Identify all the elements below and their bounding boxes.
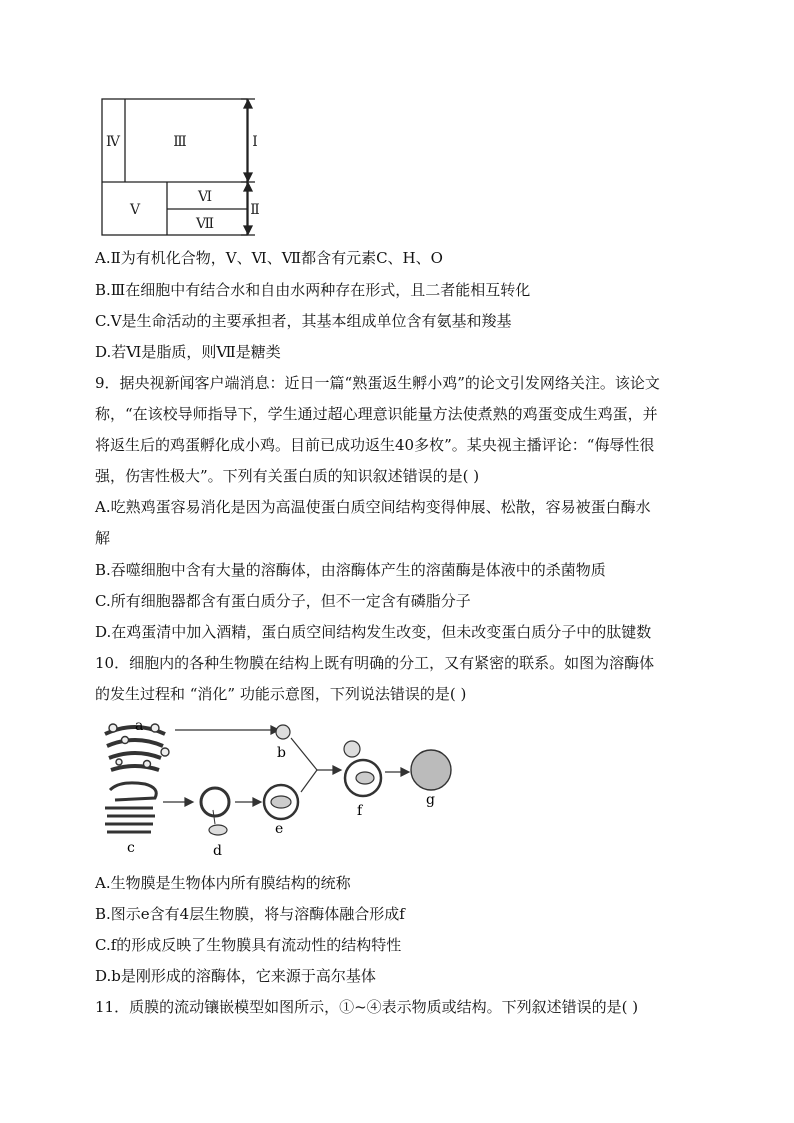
label-g: g bbox=[426, 792, 435, 808]
label-V: Ⅴ bbox=[129, 202, 141, 218]
q9-stem-line: 强，伤害性极大”。下列有关蛋白质的知识叙述错误的是( ) bbox=[95, 467, 480, 485]
label-VII: Ⅶ bbox=[195, 216, 215, 232]
phagophore-d bbox=[201, 788, 229, 835]
composition-box-diagram bbox=[95, 92, 275, 242]
residual-body-g bbox=[411, 750, 451, 790]
q9-option-a-cont: 解 bbox=[95, 529, 111, 547]
q9-stem-line: 称，“在该校导师指导下，学生通过超心理意识能量方法使煮熟的鸡蛋变成生鸡蛋，并 bbox=[95, 405, 658, 423]
q10-option-d: D.b是刚形成的溶酶体，它来源于高尔基体 bbox=[95, 967, 376, 985]
endoplasmic-reticulum bbox=[105, 783, 156, 832]
label-III: Ⅲ bbox=[173, 134, 187, 150]
fused-vesicle-f bbox=[344, 741, 381, 796]
q11-stem: 11．质膜的流动镶嵌模型如图所示，①~④表示物质或结构。下列叙述错误的是( ) bbox=[95, 998, 639, 1016]
q8-option-d: D.若Ⅵ是脂质，则Ⅶ是糖类 bbox=[95, 343, 281, 361]
label-IV: Ⅳ bbox=[106, 134, 120, 150]
q9-option-d: D.在鸡蛋清中加入酒精，蛋白质空间结构发生改变，但未改变蛋白质分子中的肽键数 bbox=[95, 623, 652, 641]
q9-option-b: B.吞噬细胞中含有大量的溶酶体，由溶酶体产生的溶菌酶是体液中的杀菌物质 bbox=[95, 561, 606, 579]
label-II: Ⅱ bbox=[250, 202, 260, 218]
label-I: Ⅰ bbox=[252, 134, 258, 150]
lysosome-b bbox=[276, 725, 290, 739]
q10-stem-line: 10．细胞内的各种生物膜在结构上既有明确的分工，又有紧密的联系。如图为溶酶体 bbox=[95, 654, 655, 672]
q9-option-a: A.吃熟鸡蛋容易消化是因为高温使蛋白质空间结构变得伸展、松散，容易被蛋白酶水 bbox=[95, 498, 651, 516]
label-c: c bbox=[127, 840, 135, 856]
q9-option-c: C.所有细胞器都含有蛋白质分子，但不一定含有磷脂分子 bbox=[95, 592, 471, 610]
q10-stem-line: 的发生过程和 “消化” 功能示意图，下列说法错误的是( ) bbox=[95, 685, 467, 703]
q8-option-c: C.Ⅴ是生命活动的主要承担者，其基本组成单位含有氨基和羧基 bbox=[95, 312, 512, 330]
q8-option-b: B.Ⅲ在细胞中有结合水和自由水两种存在形式，且二者能相互转化 bbox=[95, 281, 531, 299]
autophagosome-e bbox=[264, 785, 298, 819]
label-a: a bbox=[135, 718, 144, 734]
label-b: b bbox=[277, 745, 286, 761]
label-d: d bbox=[213, 843, 222, 859]
label-f: f bbox=[357, 803, 363, 819]
q10-option-a: A.生物膜是生物体内所有膜结构的统称 bbox=[95, 874, 351, 892]
lysosome-process-diagram bbox=[95, 712, 475, 862]
q10-option-b: B.图示e含有4层生物膜，将与溶酶体融合形成f bbox=[95, 905, 405, 923]
q9-stem-line: 9．据央视新闻客户端消息：近日一篇“熟蛋返生孵小鸡”的论文引发网络关注。该论文 bbox=[95, 374, 660, 392]
label-e: e bbox=[275, 821, 284, 837]
q8-option-a: A.Ⅱ为有机化合物，Ⅴ、Ⅵ、Ⅶ都含有元素C、H、O bbox=[95, 249, 443, 267]
q9-stem-line: 将返生后的鸡蛋孵化成小鸡。目前已成功返生40多枚”。某央视主播评论：“侮辱性很 bbox=[95, 436, 655, 454]
label-VI: Ⅵ bbox=[197, 189, 213, 205]
q10-option-c: C.f的形成反映了生物膜具有流动性的结构特性 bbox=[95, 936, 402, 954]
